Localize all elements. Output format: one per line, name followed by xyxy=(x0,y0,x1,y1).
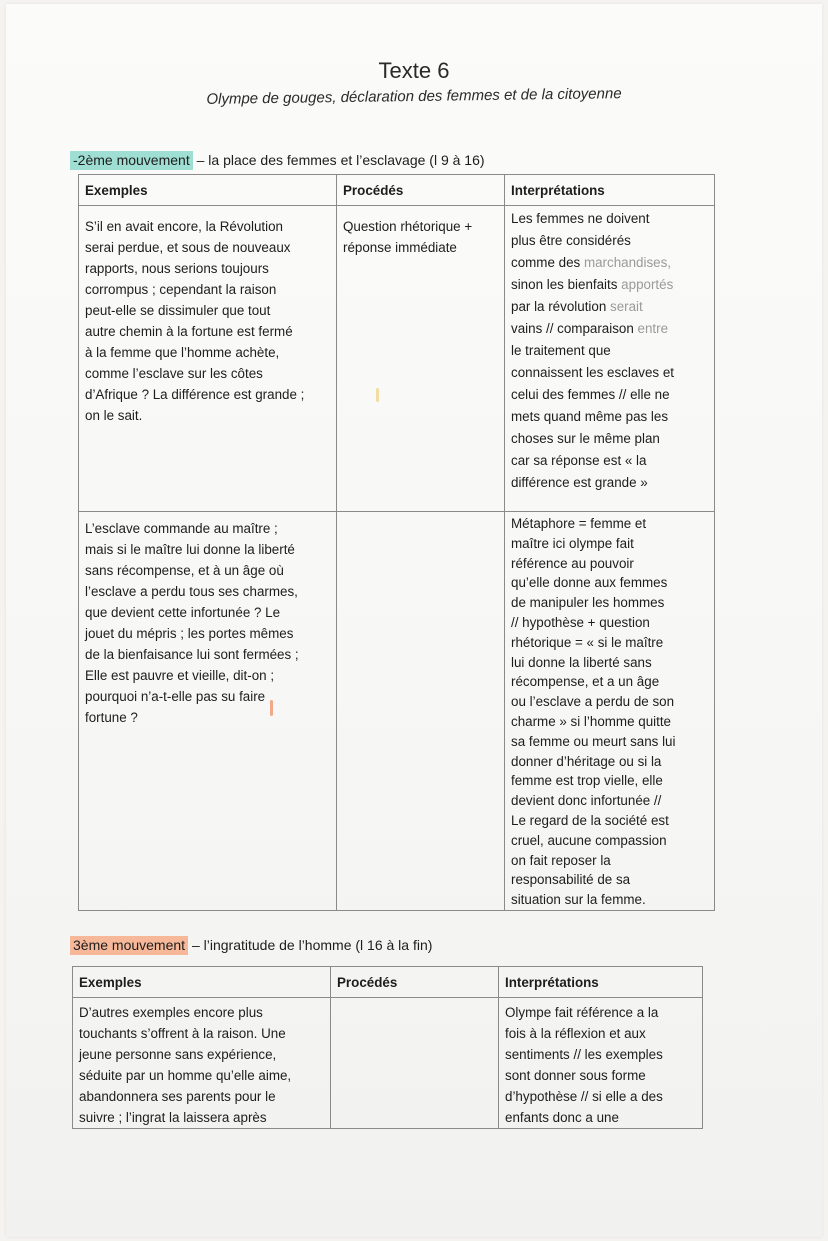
pen-mark xyxy=(270,700,273,716)
col-header-interpretations: Interprétations xyxy=(505,175,715,206)
interpretation-cell: Les femmes ne doivent plus être considérés comme des marchandises, sinon les bienfaits apportés par la révolution serait vains // comparaison entre le traitement que connaissent les esclaves et celui des femmes // elle ne mets quand même pas les choses sur le même plan car sa réponse est « la différence est grande » xyxy=(511,211,675,490)
col-header-interpretations: Interprétations xyxy=(499,967,703,998)
col-header-exemples: Exemples xyxy=(73,967,331,998)
example-cell: D’autres exemples encore plus touchants s’offrent à la raison. Une jeune personne sans expérience, séduite par un homme qu’elle aime, abandonnera ses parents pour le suivre ; l’ingrat la laissera après xyxy=(79,1005,292,1125)
section2-heading xyxy=(70,152,485,168)
example-cell: L’esclave commande au maître ; mais si le maître lui donne la liberté sans récompense, et à un âge où l’esclave a perdu tous ses charmes, que devient cette infortunée ? Le jouet du mépris ; les portes mêmes de la bienfaisance lui sont fermées ; Elle est pauvre et vieille, dit-on ; pourquoi n’a-t-elle pas su faire fortune ? xyxy=(85,521,299,725)
section2-desc: – la place des femmes et l’esclavage (l 9 à 16) xyxy=(192,152,485,168)
interpretation-cell: Métaphore = femme et maître ici olympe fait référence au pouvoir qu’elle donne aux femmes de manipuler les hommes // hypothèse + question rhétorique = « si le maître lui donne la liberté sans récompense, et a un âge ou l’esclave a perdu de son charme » si l’homme quitte sa femme ou meurt sans lui donner d’héritage ou si la femme est trop vielle, elle devient donc infortunée // Le regard de la société est cruel, aucune compassion on fait reposer la responsabilité de sa situation sur la femme. xyxy=(511,516,676,908)
interpretation-cell: Olympe fait référence a la fois à la réflexion et aux sentiments // les exemples sont donner sous forme d’hypothèse // si elle a des enfants donc a une xyxy=(505,1005,663,1125)
table-header-row xyxy=(73,967,703,998)
table-row xyxy=(79,512,715,911)
page-subtitle: Olympe de gouges, déclaration des femmes et de la citoyenne xyxy=(206,85,622,108)
section2-table xyxy=(78,174,715,911)
col-header-exemples: Exemples xyxy=(79,175,337,206)
col-header-procedes: Procédés xyxy=(331,967,499,998)
section2-label: -2ème mouvement xyxy=(70,151,193,170)
procede-cell: Question rhétorique + réponse immédiate xyxy=(343,219,473,255)
table-row xyxy=(79,206,715,512)
section3-label: 3ème mouvement xyxy=(70,936,188,955)
table-header-row xyxy=(79,175,715,206)
section3-desc: – l’ingratitude de l’homme (l 16 à la fin) xyxy=(188,937,433,953)
example-cell: S’il en avait encore, la Révolution serai perdue, et sous de nouveaux rapports, nous serions toujours corrompus ; cependant la raison peut-elle se dissimuler que tout autre chemin à la fortune est fermé à la femme que l’homme achète, comme l’esclave sur les côtes d’Afrique ? La différence est grande ; on le sait. xyxy=(85,219,305,423)
table-row xyxy=(73,998,703,1129)
section3-heading xyxy=(70,937,432,953)
section3-table xyxy=(72,966,703,1129)
pen-mark xyxy=(376,388,379,402)
page-title: Texte 6 xyxy=(378,58,450,83)
col-header-procedes: Procédés xyxy=(337,175,505,206)
